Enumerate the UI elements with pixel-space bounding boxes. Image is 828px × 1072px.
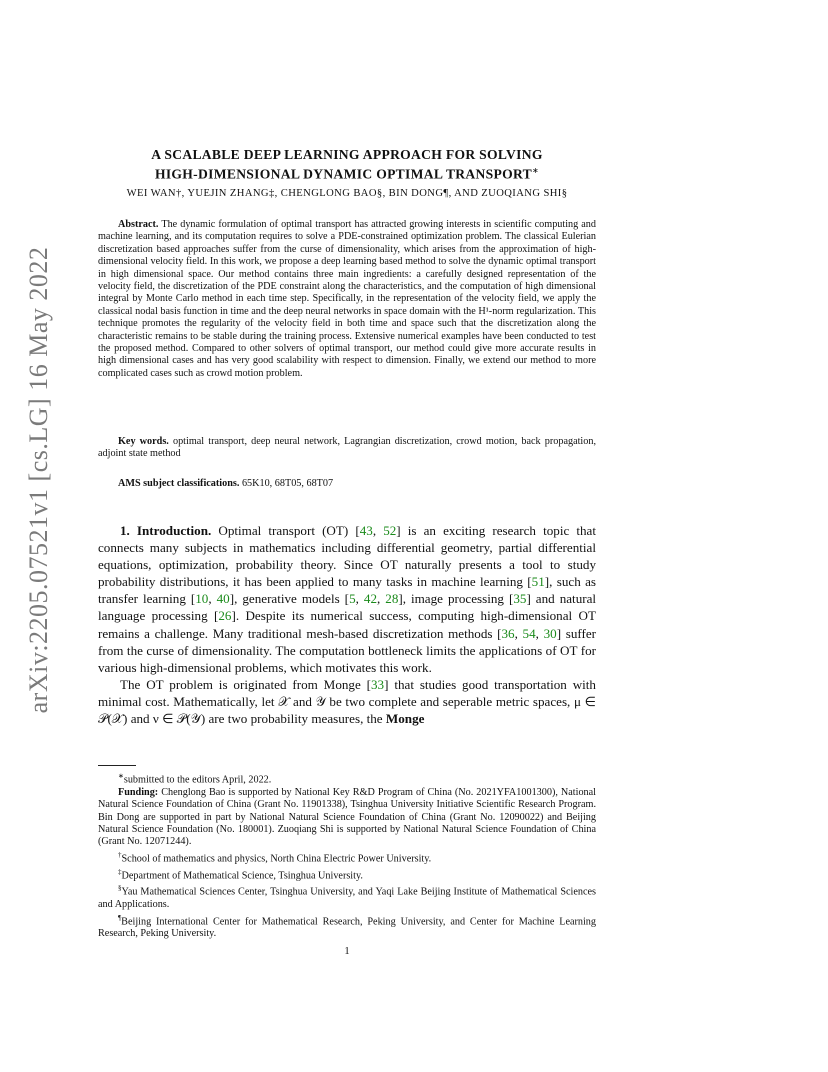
title-line-2 bbox=[98, 163, 596, 183]
footnote-mark: † bbox=[118, 850, 122, 859]
paragraph-text: ] suffer from the curse of dimensionality. The computation bottleneck limits the applications of OT for various high-dimensional problems, which motivates this work. bbox=[98, 625, 597, 675]
footnote bbox=[98, 770, 596, 787]
intro-paragraph-1 bbox=[98, 522, 596, 676]
abstract-text: The dynamic formulation of optimal transport has attracted growing interests in scientific computing and machine learning, and its computation requires to solve a PDE-constrained optimization problem. The classical Eulerian discretization based approaches suffer from the curse of dimensionality, which arises from the approximation of high-dimensional velocity field. In this work, we propose a deep learning based method to solve the dynamic optimal transport in high dimensional space. Our method contains three main ingredients: a carefully designed representation of the velocity field, the discretization of the PDE constraint along the characteristics, and the computation of high dimensional integral by Monte Carlo method in each time step. Specifically, in the representation of the velocity field, we apply the classical nodal basis function in time and the deep neural networks in space domain with the H¹-norm regularization. This technique promotes the regularity of the velocity field in both time and space such that the discretization along the characteristic remains to be stable during the training process. Extensive numerical examples have been conducted to test the proposed method. Compared to other solvers of optimal transport, our method could give more accurate results in high dimensional cases and has very good scalability with respect to dimension. Finally, we extend our method to more complicated cases such as crowd motion problem. bbox=[98, 219, 596, 379]
paragraph-text: , bbox=[376, 591, 386, 607]
citation-link[interactable]: 35 bbox=[513, 591, 527, 607]
footnote-text: Yau Mathematical Sciences Center, Tsinghua University, and Yaqi Lake Beijing Institute of Mathematical Sciences and Applications. bbox=[98, 886, 596, 911]
footnote bbox=[98, 912, 596, 941]
paragraph-text: ], image processing [ bbox=[398, 591, 514, 607]
citation-link[interactable]: 33 bbox=[371, 676, 385, 692]
footnote-text: submitted to the editors April, 2022. bbox=[123, 774, 272, 786]
citation-link[interactable]: 42 bbox=[363, 591, 377, 607]
title-line-2-text: HIGH-DIMENSIONAL DYNAMIC OPTIMAL TRANSPORT bbox=[154, 166, 533, 182]
footnote bbox=[98, 787, 596, 849]
paragraph-text: ] is an exciting research topic that connects many subjects in mathematics including differential geometry, partial differential equations, optimization, probability theory. Since OT naturally presents a tool to study probability distributions, it has been applied to many tasks in machine learning [ bbox=[98, 523, 597, 590]
citation-link[interactable]: 10 bbox=[195, 591, 209, 607]
footnote-text: Beijing International Center for Mathematical Research, Peking University, and Center for Machine Learning Research, Peking University. bbox=[98, 916, 596, 940]
paragraph-text: , bbox=[208, 591, 217, 607]
introduction-section bbox=[98, 522, 596, 727]
footnote-mark: ¶ bbox=[118, 913, 122, 922]
keywords-label: Key words. bbox=[118, 436, 169, 447]
abstract-label: Abstract. bbox=[118, 219, 159, 230]
citation-link[interactable]: 30 bbox=[543, 625, 557, 641]
paragraph-text: , bbox=[535, 625, 544, 641]
paragraph-text: The OT problem is originated from Monge [ bbox=[120, 676, 371, 692]
footnote bbox=[98, 882, 596, 911]
footnote-text: Department of Mathematical Science, Tsinghua University. bbox=[121, 870, 363, 882]
citation-link[interactable]: 54 bbox=[522, 625, 536, 641]
footnote bbox=[98, 849, 596, 866]
title-footnote-mark: ∗ bbox=[532, 166, 540, 175]
footnote-mark: ∗ bbox=[118, 772, 124, 780]
keywords-text: optimal transport, deep neural network, Lagrangian discretization, crowd motion, back propagation, adjoint state method bbox=[98, 436, 596, 460]
footnote-text: School of mathematics and physics, North China Electric Power University. bbox=[121, 853, 432, 865]
paragraph-text: , bbox=[514, 625, 523, 641]
paragraph-text: ]. Despite its numerical success, computing high-dimensional OT remains a challenge. Many traditional mesh-based discretization methods [ bbox=[98, 608, 596, 641]
section-heading: 1. Introduction. bbox=[120, 523, 212, 538]
arxiv-sidebar-stamp bbox=[18, 246, 60, 714]
footnote-text: Chenglong Bao is supported by National Key R&D Program of China (No. 2021YFA1001300), National Natural Science Foundation of China (Grant No. 11901338), Tsinghua University Initiative Scientific Research Program. Bin Dong are supported in part by National Natural Science Foundation of China (Grant No. 12090022) and Beijing Natural Science Foundation (No. 180001). Zuoqiang Shi is supported by National Natural Science Foundation of China (Grant No. 12071244). bbox=[98, 786, 596, 848]
citation-link[interactable]: 28 bbox=[385, 591, 399, 607]
citation-link[interactable]: 43 bbox=[359, 523, 373, 538]
paragraph-text: ], such as transfer learning [ bbox=[98, 574, 597, 607]
abstract-section bbox=[98, 219, 596, 380]
citation-link[interactable]: 51 bbox=[531, 574, 545, 590]
paragraph-text: ], generative models [ bbox=[229, 591, 350, 607]
page-number: 1 bbox=[344, 946, 350, 957]
ams-codes: 65K10, 68T05, 68T07 bbox=[241, 478, 334, 489]
paper-title bbox=[98, 147, 596, 183]
footnote bbox=[98, 866, 596, 883]
footnote-mark: ‡ bbox=[118, 867, 122, 876]
citation-link[interactable]: 36 bbox=[501, 625, 515, 641]
footnote-mark: § bbox=[118, 884, 122, 893]
intro-paragraph-2-text bbox=[98, 677, 596, 726]
paragraph-text: ] that studies good transportation with minimal cost. Mathematically, let 𝒳 and 𝒴 be two complete and seperable metric spaces, μ ∈ 𝒫(𝒳) and ν ∈ 𝒫(𝒴) are two probability measures, the bbox=[98, 676, 596, 727]
footnote-divider bbox=[98, 765, 136, 766]
ams-label: AMS subject classifications. bbox=[118, 478, 240, 489]
intro-paragraph-2 bbox=[98, 676, 596, 727]
title-line-1: A SCALABLE DEEP LEARNING APPROACH FOR SOLVING bbox=[151, 147, 543, 162]
arxiv-identifier: arXiv:2205.07521v1 [cs.LG] 16 May 2022 bbox=[24, 246, 53, 714]
paragraph-text: , bbox=[372, 523, 384, 538]
keywords-section bbox=[98, 436, 596, 461]
citation-link[interactable]: 5 bbox=[349, 591, 356, 607]
footnote-label: Funding: bbox=[118, 786, 162, 798]
paragraph-text: ] and natural language processing [ bbox=[98, 591, 597, 624]
paragraph-text: , bbox=[355, 591, 364, 607]
citation-link[interactable]: 40 bbox=[216, 591, 230, 607]
footnotes-section bbox=[98, 770, 596, 941]
ams-classification-section bbox=[98, 478, 596, 490]
citation-link[interactable]: 52 bbox=[383, 523, 397, 538]
intro-paragraph-1-text bbox=[98, 523, 596, 675]
paragraph-text: Optimal transport (OT) [ bbox=[218, 523, 360, 538]
citation-link[interactable]: 26 bbox=[218, 608, 232, 624]
author-list: WEI WAN†, YUEJIN ZHANG‡, CHENGLONG BAO§, BIN DONG¶, AND ZUOQIANG SHI§ bbox=[126, 188, 568, 199]
bold-term: Monge bbox=[385, 711, 425, 727]
